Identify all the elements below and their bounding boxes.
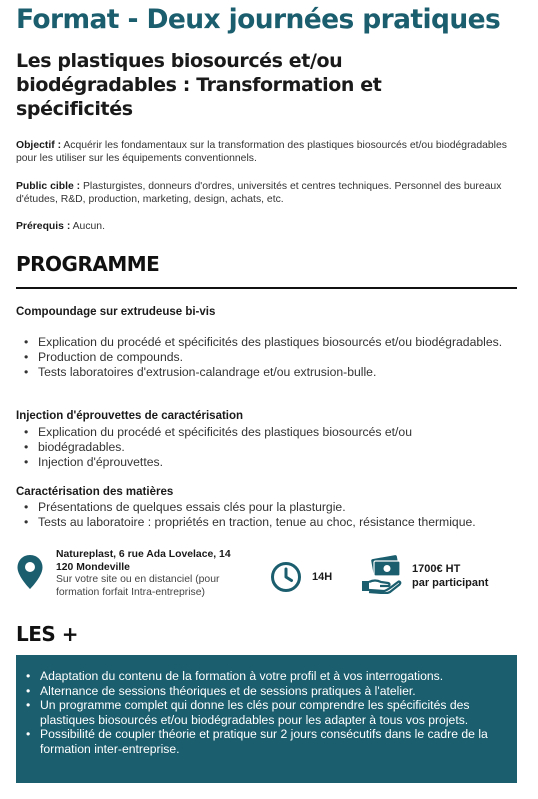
module-list — [38, 500, 518, 530]
objectif-text: Acquérir les fondamentaux sur la transformation des plastiques biosourcés et/ou biodégradables pour les utiliser sur les équipements conventionnels. — [16, 140, 507, 164]
list-item: • Alternance de sessions théoriques et de sessions pratiques à l'atelier. — [40, 684, 518, 699]
map-pin-icon — [16, 554, 44, 590]
prerequis-text: Aucun. — [70, 221, 105, 232]
info-row — [0, 549, 538, 609]
money-hand-icon — [360, 554, 404, 594]
module-list — [38, 425, 518, 471]
module-title: Injection d'éprouvettes de caractérisation — [16, 410, 244, 422]
prerequis-label: Prérequis : — [16, 221, 71, 232]
public-paragraph — [16, 180, 516, 206]
list-item: • Injection d'éprouvettes. — [38, 455, 518, 470]
plus-list — [40, 669, 518, 756]
module-list — [38, 335, 518, 381]
programme-divider — [16, 287, 517, 289]
address-note: Sur votre site ou en distanciel (pour formation forfait Intra-entreprise) — [56, 574, 220, 598]
public-label: Public cible : — [16, 181, 81, 192]
price-value: 1700€ HT — [412, 563, 461, 575]
list-item: • Tests au laboratoire : propriétés en traction, tenue au choc, résistance thermique. — [38, 515, 518, 530]
duration-value: 14H — [312, 571, 333, 583]
list-item: • Adaptation du contenu de la formation à votre profil et à vos interrogations. — [40, 669, 518, 684]
objectif-label: Objectif : — [16, 140, 62, 151]
module-title: Caractérisation des matières — [16, 486, 174, 498]
list-item: • Explication du procédé et spécificités des plastiques biosourcés et/ou biodégradables. — [38, 335, 518, 350]
list-item: • Production de compounds. — [38, 350, 518, 365]
plus-heading: LES + — [16, 622, 79, 646]
clock-icon — [270, 561, 302, 593]
objectif-paragraph — [16, 139, 516, 165]
list-item: • Tests laboratoires d'extrusion-calandrage et/ou extrusion-bulle. — [38, 365, 518, 380]
page-title: Format - Deux journées pratiques — [16, 4, 501, 35]
list-item: • biodégradables. — [38, 440, 518, 455]
price-block — [412, 562, 532, 590]
address-block — [56, 549, 256, 599]
price-unit: par participant — [412, 577, 489, 589]
address-line: 120 Mondeville — [56, 561, 130, 573]
list-item: • Un programme complet qui donne les clés pour comprendre les spécificités des plastiques biosourcés et/ou biodégradables pour les adapter à tous vos projets. — [40, 698, 518, 727]
address-line: Natureplast, 6 rue Ada Lovelace, 14 — [56, 549, 231, 560]
list-item: • Possibilité de coupler théorie et pratique sur 2 jours consécutifs dans le cadre de la formation inter-entreprise. — [40, 727, 518, 756]
prerequis-paragraph — [16, 220, 516, 233]
course-subtitle: Les plastiques biosourcés et/ou biodégradables : Transformation et spécificités — [16, 50, 382, 120]
module-title: Compoundage sur extrudeuse bi-vis — [16, 306, 216, 318]
programme-heading: PROGRAMME — [16, 252, 160, 276]
public-text: Plasturgistes, donneurs d'ordres, universités et centres techniques. Personnel des bureaux d'études, R&D, production, marketing, design, achats, etc. — [16, 181, 502, 205]
list-item: • Explication du procédé et spécificités des plastiques biosourcés et/ou — [38, 425, 518, 440]
list-item: • Présentations de quelques essais clés pour la plasturgie. — [38, 500, 518, 515]
